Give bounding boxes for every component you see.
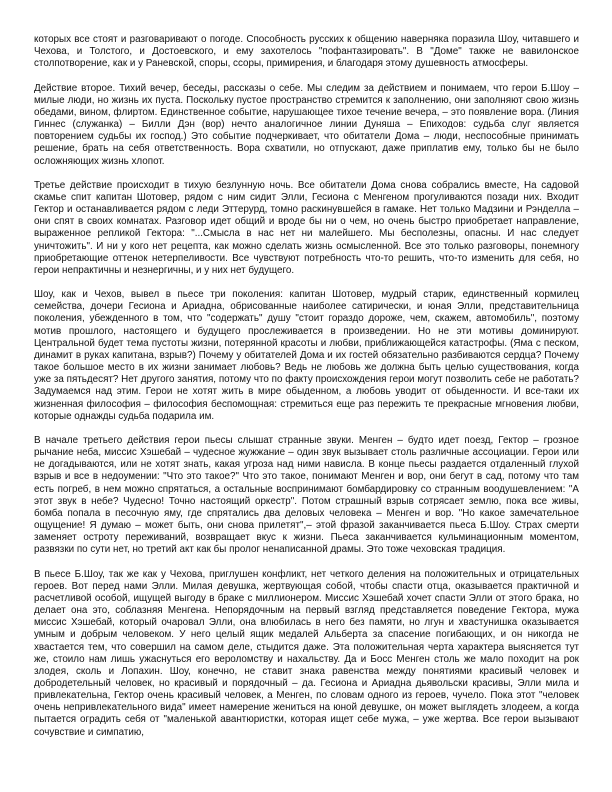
paragraph-3: Третье действие происходит в тихую безлунную ночь. Все обитатели Дома снова собрались вместе, На садовой скамье спит капитан Шотовер, рядом с ним сидит Элли, Гесиона с Менгеном прогуливаются позади них. Входит Гектор и останавливается рядом с леди Эттерурд, томно раскинувшейся в гамаке. Нет только Мадзини и Рэнделла – они спят в своих комнатах. Разговор идет общий и вроде бы ни о чем, но очень быстро приобретает направление, выраженное репликой Гектора: "...Смысла в нас нет ни малейшего. Мы бесполезны, опасны. И нас следует уничтожить". И ни у кого нет рецепта, как можно сделать жизнь осмысленной. Все это только разговоры, понемногу приобретающие оттенок нетерпеливости. Все чувствуют потребность что-то решить, что-то изменить для себя, но герои непрактичны и незнергичны, и у них нет будущего. — [34, 179, 579, 276]
paragraph-6: В пьесе Б.Шоу, так же как у Чехова, приглушен конфликт, нет четкого деления на положительных и отрицательных героев. Вот перед нами Элли. Милая девушка, жертвующая собой, чтобы спасти отца, оказывается практичной и расчетливой особой, ищущей выгоду в браке с миллионером. Миссис Хэшебай хочет спасти Элли от этого брака, но делает она это, соблазняя Менгена. Непорядочным на первый взгляд представляется поведение Гектора, мужа миссис Хэшебай, который очаровал Элли, она влюбилась в него без памяти, но лгун и хвастунишка оказывается умным и добрым человеком. У него целый ящик медалей Альберта за спасение погибающих, и он никогда не хвастается тем, что совершил на самом деле, стыдится даже. Эта положительная черта характера выясняется тут же, стоило нам лишь ужаснуться его вероломству и нахальству. Да и Босс Менген столь же мало походит на рок злодея, сколь и Лопахин. Шоу, конечно, не ставит знака равенства между понятиями красивый человек и добродетельный человек, но красивый и порядочный – да. Гесиона и Ариадна дьявольски красивы, Элли мила и привлекательна, Гектор очень красивый человек, а Менген, по словам одного из героев, чучело. Пока этот "человек очень непривлекательного вида" имеет намерение жениться на юной девушке, он может выглядеть злодеем, а когда пытается оградить себя от "маленькой авантюристки, которая ищет себе мужа, – уже жертва. Все герои вызывают сочувствие и симпатию, — [34, 568, 579, 738]
document-page — [34, 34, 579, 751]
paragraph-1: которых все стоят и разговаривают о погоде. Способность русских к общению наверняка поразила Шоу, читавшего и Чехова, и Толстого, и Достоевского, и ему захотелось "пофантазировать". В "Доме" также не вавилонское столпотворение, как и у Раневской, споры, ссоры, примирения, и благодаря этому душевность атмосферы. — [34, 34, 579, 70]
paragraph-2: Действие второе. Тихий вечер, беседы, рассказы о себе. Мы следим за действием и понимаем, что герои Б.Шоу – милые люди, но жизнь их пуста. Поскольку пустое пространство стремится к заполнению, они заполняют свою жизнь обедами, вином, флиртом. Единственное событие, нарушающее тихое течение вечера, – это появление вора. (Линия Гиннес (служанка) – Билли Дэн (вор) нечто аналогичное линии Дуняша – Епиходов: судьба слуг является повторением судьбы их господ.) Это событие подчеркивает, что обитатели Дома – люди, неспособные принимать решение, брать на себя ответственность. Вора схватили, но отпускают, даже приплатив ему, только бы не было осложняющих жизнь хлопот. — [34, 82, 579, 167]
paragraph-5: В начале третьего действия герои пьесы слышат странные звуки. Менген – будто идет поезд, Гектор – грозное рычание неба, миссис Хэшебай – чудесное жужжание – один звук вызывает столь различные ассоциации. Герои или не догадываются, или не хотят знать, какая угроза над ними нависла. В конце пьесы раздается отдаленный глухой взрыв и все в недоумении: "Что это такое?" Что это такое, понимают Менген и вор, они бегут в сад, потому что там есть погреб, в нем можно спрятаться, а остальные воспринимают бомбардировку со странным воодушевлением: "А этот звук в небе? Чудесно! Точно настоящий оркестр". Потом страшный взрыв сотрясает землю, пока все живы, бомба попала в песочную яму, где спрятались два деловых человека – Менген и вор. "Но какое замечательное ощущение! Я думаю – может быть, они снова прилетят",– этой фразой заканчивается пьеса Б.Шоу. Страх смерти заменяет остроту переживаний, возвращает вкус к жизни. Пьеса заканчивается кульминационным моментом, развязки по сути нет, но третий акт как бы пролог ненаписанной драмы. Это тоже чеховская традиция. — [34, 434, 579, 556]
paragraph-4: Шоу, как и Чехов, вывел в пьесе три поколения: капитан Шотовер, мудрый старик, единственный кормилец семейства, дочери Гесиона и Ариадна, обрисованные наиболее сатирически, и юная Элли, представительница поколения, убежденного в том, что "содержать" душу "стоит гораздо дороже, чем, скажем, автомобиль", поэтому мотив прошлого, настоящего и будущего прослеживается в произведении. Но не эти мотивы доминируют. Центральной будет тема пустоты жизни, потерянной красоты и любви, приближающейся катастрофы. (Яма с песком, динамит в руках капитана, взрыв?) Почему у обитателей Дома и их гостей обязательно разбиваются сердца? Почему такое большое место в их жизни занимает любовь? Ведь не любовь же должна быть целью существования, когда уже за пятьдесят? Нет другого занятия, потому что по факту происхождения герои могут позволить себе не работать? Задумаемся над этим. Герои не хотят жить в мире обыденном, а любовь уводит от обыденности. И все-таки их жизненная философия – философия беспомощная: стремиться еще раз пережить те прекрасные мгновения любви, которые однажды судьба подарила им. — [34, 289, 579, 422]
